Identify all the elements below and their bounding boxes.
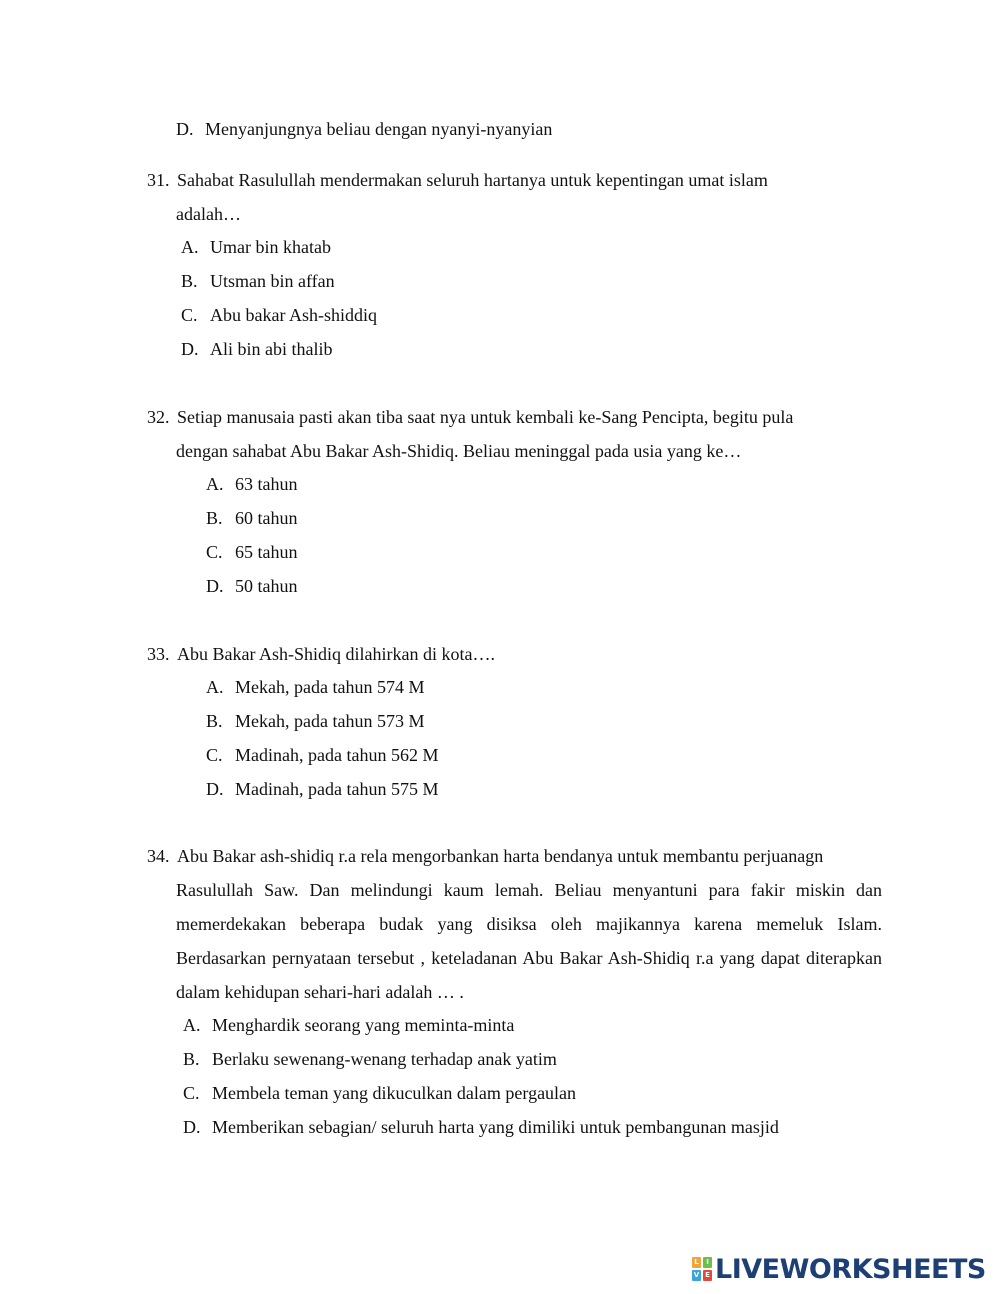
option-label: B. [183,1049,200,1069]
option-text: Utsman bin affan [210,271,335,291]
option-text: Madinah, pada tahun 575 M [235,779,439,799]
option-label: A. [183,1015,201,1035]
option-text: Menghardik seorang yang meminta-minta [212,1015,515,1035]
option-label: A. [181,237,199,257]
option-32-d[interactable] [206,574,298,598]
option-33-a[interactable] [206,675,424,699]
option-label: A. [206,474,224,494]
option-32-b[interactable] [206,506,298,530]
option-text: Mekah, pada tahun 574 M [235,677,425,697]
option-label: C. [181,305,198,325]
option-30-d[interactable] [176,117,552,141]
question-text: Sahabat Rasulullah mendermakan seluruh hartanya untuk kepentingan umat islam [177,170,768,190]
option-33-d[interactable] [206,777,438,801]
option-31-b[interactable] [181,269,335,293]
option-text: Madinah, pada tahun 562 M [235,745,439,765]
question-text: Abu Bakar Ash-Shidiq dilahirkan di kota…. [177,644,495,664]
option-label: B. [206,508,223,528]
option-label: B. [206,711,223,731]
logo-square: L [692,1257,701,1268]
option-32-a[interactable] [206,472,298,496]
option-text: Abu bakar Ash-shiddiq [210,305,377,325]
option-text: Umar bin khatab [210,237,331,257]
question-text: Setiap manusaia pasti akan tiba saat nya untuk kembali ke-Sang Pencipta, begitu pula [177,407,794,427]
option-label: D. [181,339,199,359]
option-text: 50 tahun [235,576,298,596]
option-34-a[interactable] [183,1013,514,1037]
liveworksheets-logo[interactable] [692,1255,986,1283]
option-text: 63 tahun [235,474,298,494]
option-31-c[interactable] [181,303,377,327]
question-number: 33. [147,644,170,664]
option-32-c[interactable] [206,540,298,564]
option-33-c[interactable] [206,743,438,767]
option-text: Memberikan sebagian/ seluruh harta yang dimiliki untuk pembangunan masjid [212,1117,779,1137]
logo-square: V [693,1271,700,1279]
option-label: C. [206,542,223,562]
option-label: C. [183,1083,200,1103]
option-text: 65 tahun [235,542,298,562]
option-31-d[interactable] [181,337,332,361]
option-label: D. [206,576,224,596]
logo-square: I [703,1257,712,1268]
option-label: C. [206,745,223,765]
option-label: B. [181,271,198,291]
question-number: 34. [147,846,170,866]
question-32-line1 [147,405,793,429]
option-text: Mekah, pada tahun 573 M [235,711,425,731]
question-31-line2: adalah… [176,204,241,224]
question-text: Abu Bakar ash-shidiq r.a rela mengorbankan harta bendanya untuk membantu perjuanagn [177,846,824,866]
option-34-d[interactable] [183,1115,779,1139]
option-text: Berlaku sewenang-wenang terhadap anak yatim [212,1049,557,1069]
logo-squares-icon [692,1257,712,1281]
option-text: Membela teman yang dikuculkan dalam pergaulan [212,1083,577,1103]
option-34-c[interactable] [183,1081,576,1105]
option-text: Menyanjungnya beliau dengan nyanyi-nyanyian [205,119,553,139]
question-32-line2: dengan sahabat Abu Bakar Ash-Shidiq. Beliau meninggal pada usia yang ke… [176,441,742,461]
logo-text: LIVEWORKSHEETS [715,1253,986,1285]
option-label: D. [183,1117,201,1137]
option-text: Ali bin abi thalib [210,339,333,359]
option-label: D. [206,779,224,799]
question-number: 31. [147,170,170,190]
question-number: 32. [147,407,170,427]
question-33-line1 [147,642,495,666]
option-34-b[interactable] [183,1047,557,1071]
question-31-line1 [147,168,768,192]
question-34-line1 [147,844,823,868]
option-31-a[interactable] [181,235,331,259]
option-33-b[interactable] [206,709,424,733]
option-text: 60 tahun [235,508,298,528]
option-label: A. [206,677,224,697]
option-label: D. [176,119,194,139]
question-34-paragraph: Rasulullah Saw. Dan melindungi kaum lemah. Beliau menyantuni para fakir miskin dan memerdekakan beberapa budak yang disiksa oleh majikannya karena memeluk Islam. Berdasarkan pernyataan tersebut , keteladanan Abu Bakar Ash-Shidiq r.a yang dapat diterapkan dalam kehidupan sehari-hari adalah … . [176,880,882,1002]
logo-square: E [703,1270,712,1281]
